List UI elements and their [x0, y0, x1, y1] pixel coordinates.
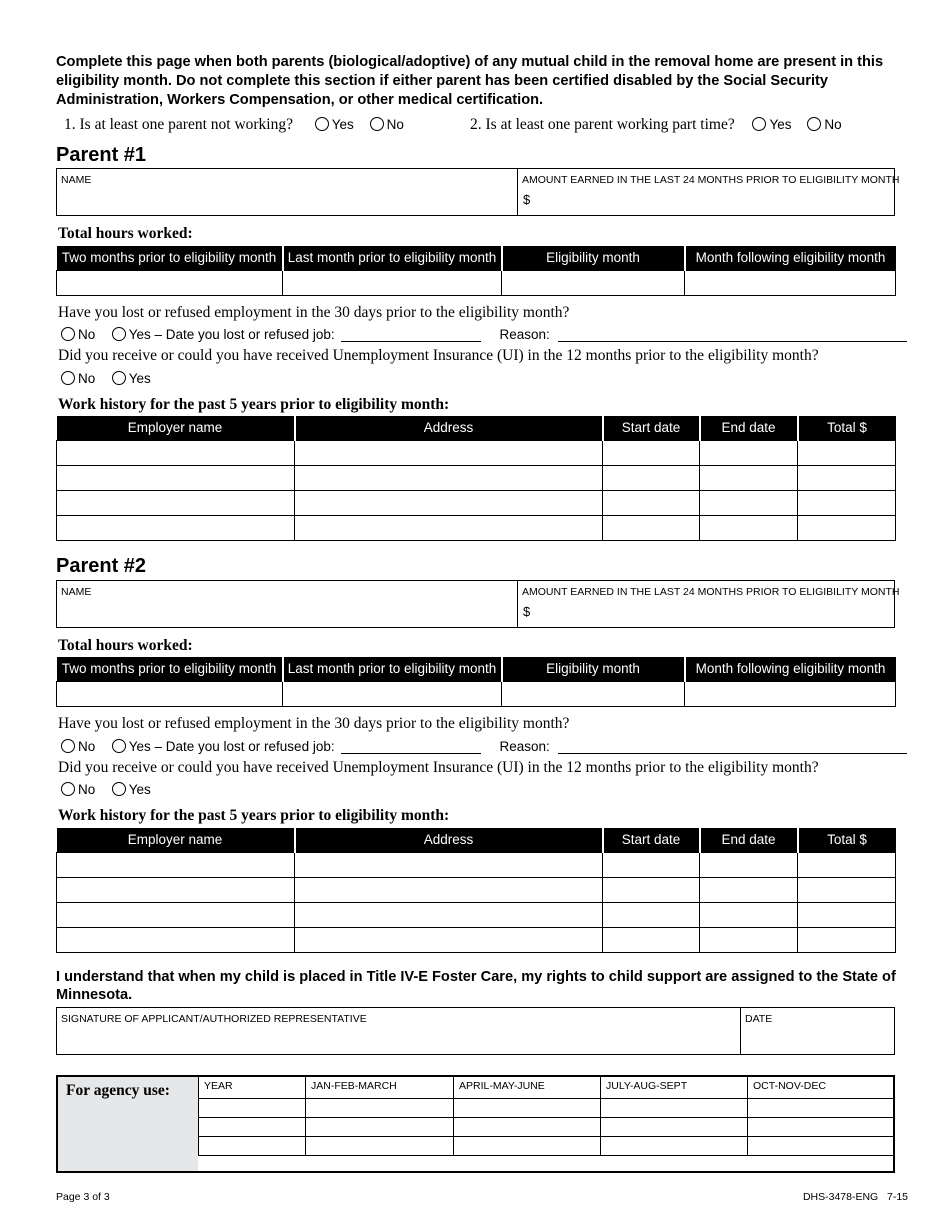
parent-2-ui-no-label: No: [78, 782, 96, 797]
table-cell[interactable]: [700, 902, 798, 927]
question-2-no-radio[interactable]: [807, 117, 821, 131]
parent-2-hours-cell[interactable]: [502, 681, 685, 706]
table-cell[interactable]: [454, 1136, 601, 1155]
table-row: [199, 1136, 894, 1155]
parent-1-ui-yes-label: Yes: [128, 371, 151, 386]
parent-2-ui-options: [61, 781, 163, 799]
date-label: DATE: [745, 1013, 773, 1025]
parent-1-lost-question: Have you lost or refused employment in the 30 days prior to the eligibility month?: [58, 304, 570, 321]
parent-2-work-col-total: Total $: [798, 828, 896, 852]
parent-2-work-heading: Work history for the past 5 years prior to eligibility month:: [58, 807, 450, 824]
parent-1-amount-label: AMOUNT EARNED IN THE LAST 24 MONTHS PRIOR TO ELIGIBILITY MONTH: [522, 174, 900, 186]
agency-col-q4: OCT-NOV-DEC: [748, 1077, 894, 1098]
parent-1-ui-question: Did you receive or could you have received Unemployment Insurance (UI) in the 12 months prior to the eligibility month?: [58, 347, 819, 364]
table-cell[interactable]: [199, 1136, 306, 1155]
parent-1-work-heading: Work history for the past 5 years prior to eligibility month:: [58, 396, 450, 413]
table-cell[interactable]: [798, 465, 896, 490]
parent-2-lost-no-label: No: [78, 739, 96, 754]
agency-col-year: YEAR: [199, 1077, 306, 1098]
parent-1-lost-yes-label: Yes – Date you lost or refused job:: [128, 327, 335, 342]
parent-2-hours-cell[interactable]: [57, 681, 283, 706]
parent-2-ui-yes-radio[interactable]: [112, 782, 126, 796]
table-cell[interactable]: [798, 515, 896, 540]
parent-1-work-col-address: Address: [295, 416, 603, 440]
table-row: [199, 1098, 894, 1117]
parent-2-lost-yes-radio[interactable]: [112, 739, 126, 753]
question-1-yes-label: Yes: [331, 117, 354, 132]
parent-2-hours-col-4: Month following eligibility month: [685, 657, 896, 681]
question-1-yes-radio[interactable]: [315, 117, 329, 131]
parent-1-lost-options: [61, 326, 907, 344]
parent-1-work-col-employer: Employer name: [57, 416, 295, 440]
parent-1-lost-no-radio[interactable]: [61, 327, 75, 341]
parent-1-work-col-total: Total $: [798, 416, 896, 440]
table-cell[interactable]: [295, 515, 603, 540]
agency-col-q2: APRIL-MAY-JUNE: [454, 1077, 601, 1098]
table-cell[interactable]: [700, 852, 798, 877]
table-cell[interactable]: [798, 877, 896, 902]
parent-2-hours-col-2: Last month prior to eligibility month: [283, 657, 502, 681]
parent-1-hours-col-1: Two months prior to eligibility month: [57, 246, 283, 270]
parent-1-amount-field[interactable]: [518, 169, 900, 215]
parent-1-hours-table: [56, 246, 896, 296]
parent-1-hours-heading: Total hours worked:: [58, 225, 193, 242]
table-cell[interactable]: [454, 1117, 601, 1136]
parent-2-name-field[interactable]: [57, 581, 518, 627]
agency-col-q1: JAN-FEB-MARCH: [306, 1077, 454, 1098]
table-cell[interactable]: [601, 1117, 748, 1136]
table-cell[interactable]: [57, 927, 295, 952]
parent-1-hours-cell[interactable]: [283, 270, 502, 295]
agency-col-q3: JULY-AUG-SEPT: [601, 1077, 748, 1098]
table-cell[interactable]: [700, 877, 798, 902]
parent-1-ui-no-radio[interactable]: [61, 371, 75, 385]
parent-2-info-box: [56, 580, 900, 628]
parent-1-hours-cell[interactable]: [685, 270, 896, 295]
parent-2-title: Parent #2: [56, 555, 147, 577]
question-1-text: 1. Is at least one parent not working?: [64, 116, 293, 133]
table-cell[interactable]: [700, 515, 798, 540]
table-cell[interactable]: [57, 902, 295, 927]
parent-1-hours-col-4: Month following eligibility month: [685, 246, 896, 270]
question-2: [470, 115, 854, 135]
parent-2-work-col-start: Start date: [603, 828, 700, 852]
table-cell[interactable]: [603, 465, 700, 490]
parent-2-hours-heading: Total hours worked:: [58, 637, 193, 654]
table-cell[interactable]: [57, 852, 295, 877]
table-row: [57, 465, 896, 490]
table-cell[interactable]: [603, 902, 700, 927]
table-row: [57, 902, 896, 927]
agency-use-box: [56, 1075, 895, 1173]
signature-label: SIGNATURE OF APPLICANT/AUTHORIZED REPRESENTATIVE: [61, 1013, 367, 1025]
parent-1-currency: $: [523, 192, 531, 207]
table-row: [199, 1117, 894, 1136]
parent-2-name-label: NAME: [61, 586, 92, 598]
table-cell[interactable]: [798, 440, 896, 465]
parent-1-reason-input[interactable]: [558, 328, 907, 342]
table-cell[interactable]: [603, 877, 700, 902]
table-cell[interactable]: [295, 877, 603, 902]
question-1-no-label: No: [386, 117, 404, 132]
question-2-yes-radio[interactable]: [752, 117, 766, 131]
parent-1-hours-col-3: Eligibility month: [502, 246, 685, 270]
table-cell[interactable]: [199, 1098, 306, 1117]
parent-2-ui-question: Did you receive or could you have received Unemployment Insurance (UI) in the 12 months prior to the eligibility month?: [58, 759, 819, 776]
table-cell[interactable]: [603, 852, 700, 877]
agency-use-table: [198, 1077, 894, 1156]
parent-1-title: Parent #1: [56, 144, 147, 166]
parent-1-hours-cell[interactable]: [57, 270, 283, 295]
table-cell[interactable]: [295, 490, 603, 515]
question-2-text: 2. Is at least one parent working part time?: [470, 116, 735, 133]
table-row: [57, 440, 896, 465]
parent-1-name-field[interactable]: [57, 169, 518, 215]
signature-box: [56, 1007, 895, 1055]
parent-2-work-col-address: Address: [295, 828, 603, 852]
parent-2-work-col-end: End date: [700, 828, 798, 852]
parent-2-hours-cell[interactable]: [685, 681, 896, 706]
parent-1-hours-col-2: Last month prior to eligibility month: [283, 246, 502, 270]
question-2-no-label: No: [824, 117, 842, 132]
parent-2-lost-date-input[interactable]: [341, 740, 481, 754]
table-cell[interactable]: [295, 440, 603, 465]
parent-1-ui-options: [61, 370, 163, 388]
acknowledgement-text: I understand that when my child is placed in Title IV-E Foster Care, my rights to child support are assigned to the State of Minnesota.: [56, 969, 896, 1003]
question-2-yes-label: Yes: [769, 117, 792, 132]
table-cell[interactable]: [199, 1117, 306, 1136]
agency-use-title: For agency use:: [66, 1082, 170, 1099]
footer-page: Page 3 of 3: [56, 1191, 110, 1203]
table-cell[interactable]: [798, 927, 896, 952]
parent-1-lost-no-label: No: [78, 327, 96, 342]
table-cell[interactable]: [700, 440, 798, 465]
parent-2-lost-yes-label: Yes – Date you lost or refused job:: [128, 739, 335, 754]
parent-1-lost-yes-radio[interactable]: [112, 327, 126, 341]
table-cell[interactable]: [798, 852, 896, 877]
table-cell[interactable]: [700, 927, 798, 952]
table-cell[interactable]: [306, 1117, 454, 1136]
table-cell[interactable]: [601, 1136, 748, 1155]
table-cell[interactable]: [748, 1098, 894, 1117]
parent-2-ui-yes-label: Yes: [128, 782, 151, 797]
parent-2-amount-field[interactable]: [518, 581, 900, 627]
parent-2-lost-question: Have you lost or refused employment in the 30 days prior to the eligibility month?: [58, 715, 570, 732]
parent-2-reason-input[interactable]: [558, 740, 907, 754]
table-cell[interactable]: [295, 902, 603, 927]
table-row: [57, 877, 896, 902]
table-cell[interactable]: [601, 1098, 748, 1117]
question-1: [64, 115, 416, 135]
table-cell[interactable]: [57, 877, 295, 902]
table-cell[interactable]: [700, 465, 798, 490]
table-cell[interactable]: [306, 1136, 454, 1155]
parent-2-hours-col-1: Two months prior to eligibility month: [57, 657, 283, 681]
parent-1-work-col-end: End date: [700, 416, 798, 440]
footer-form-id: DHS-3478-ENG 7-15: [802, 1191, 908, 1203]
parent-1-ui-no-label: No: [78, 371, 96, 386]
table-cell[interactable]: [295, 465, 603, 490]
agency-use-side: [58, 1077, 198, 1171]
parent-2-currency: $: [523, 604, 531, 619]
table-cell[interactable]: [57, 440, 295, 465]
parent-2-amount-label: AMOUNT EARNED IN THE LAST 24 MONTHS PRIOR TO ELIGIBILITY MONTH: [522, 586, 900, 598]
parent-2-reason-label: Reason:: [499, 739, 550, 754]
table-cell[interactable]: [454, 1098, 601, 1117]
parent-2-work-table: [56, 828, 896, 953]
parent-1-reason-label: Reason:: [499, 327, 550, 342]
parent-1-ui-yes-radio[interactable]: [112, 371, 126, 385]
parent-1-name-label: NAME: [61, 174, 92, 186]
table-cell[interactable]: [306, 1098, 454, 1117]
table-row: [57, 852, 896, 877]
parent-1-info-box: [56, 168, 900, 216]
parent-2-lost-options: [61, 738, 907, 756]
date-field[interactable]: [741, 1008, 894, 1054]
parent-2-hours-col-3: Eligibility month: [502, 657, 685, 681]
intro-text: Complete this page when both parents (biological/adoptive) of any mutual child in the removal home are present in this eligibility month. Do not complete this section if either parent has been certified disabled by the Social Security Administration, Workers Compensation, or other medical certification.: [56, 54, 884, 108]
table-cell[interactable]: [700, 490, 798, 515]
table-cell[interactable]: [603, 515, 700, 540]
table-row: [57, 927, 896, 952]
parent-1-hours-cell[interactable]: [502, 270, 685, 295]
table-cell[interactable]: [748, 1117, 894, 1136]
table-cell[interactable]: [798, 902, 896, 927]
table-row: [57, 490, 896, 515]
table-cell[interactable]: [603, 440, 700, 465]
table-row: [57, 515, 896, 540]
table-cell[interactable]: [603, 490, 700, 515]
table-cell[interactable]: [295, 927, 603, 952]
table-cell[interactable]: [748, 1136, 894, 1155]
table-cell[interactable]: [798, 490, 896, 515]
signature-field[interactable]: [57, 1008, 741, 1054]
parent-2-hours-cell[interactable]: [283, 681, 502, 706]
parent-1-work-table: [56, 416, 896, 541]
parent-2-lost-no-radio[interactable]: [61, 739, 75, 753]
parent-2-hours-table: [56, 657, 896, 707]
table-cell[interactable]: [603, 927, 700, 952]
parent-2-work-col-employer: Employer name: [57, 828, 295, 852]
parent-2-ui-no-radio[interactable]: [61, 782, 75, 796]
parent-1-work-col-start: Start date: [603, 416, 700, 440]
table-cell[interactable]: [57, 515, 295, 540]
table-cell[interactable]: [57, 465, 295, 490]
table-cell[interactable]: [295, 852, 603, 877]
question-1-no-radio[interactable]: [370, 117, 384, 131]
table-cell[interactable]: [57, 490, 295, 515]
parent-1-lost-date-input[interactable]: [341, 328, 481, 342]
